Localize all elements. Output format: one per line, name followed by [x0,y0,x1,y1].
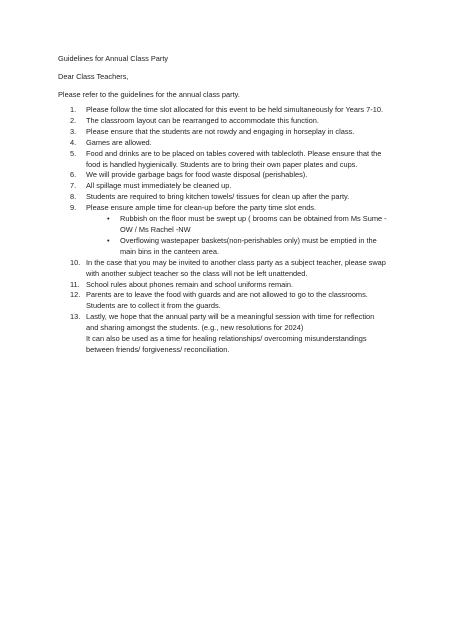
guideline-item [58,280,418,291]
greeting: Dear Class Teachers, [58,72,129,81]
item-number: 11. [70,279,80,289]
item-text-line: It can also be used as a time for healing relationships/ overcoming misunderstandings [86,334,367,344]
item-text-line: School rules about phones remain and school uniforms remain. [86,279,294,289]
item-text-line: Please ensure that the students are not rowdy and engaging in horseplay in class. [86,126,355,136]
bullet-icon: • [107,214,110,224]
guideline-item [58,138,418,149]
item-text-line: food is handled hygienically. Students are to bring their own paper plates and cups. [86,159,358,169]
item-number: 5. [70,148,77,158]
guideline-item [58,149,418,171]
bullet-icon: • [107,235,110,245]
item-text-line: Please follow the time slot allocated for this event to be held simultaneously for Years 7-10. [86,105,384,114]
document-title: Guidelines for Annual Class Party [58,54,169,63]
intro-paragraph: Please refer to the guidelines for the annual class party. [58,90,240,99]
item-text-line: Students are to collect it from the guards. [86,301,221,311]
sub-bullet-item [86,214,418,236]
item-text-line: Parents are to leave the food with guards and are not allowed to go to the classrooms. [86,290,368,300]
sub-item-text-line: Rubbish on the floor must be swept up ( brooms can be obtained from Ms Sume - [120,214,387,224]
item-text-line: Students are required to bring kitchen towels/ tissues for clean up after the party. [86,192,350,202]
guideline-item [58,127,418,138]
sub-bullet-item [86,236,418,258]
guideline-item [58,192,418,203]
sub-bullet-list [86,214,418,258]
item-text-line: All spillage must immediately be cleaned up. [86,181,232,191]
item-text-line: and sharing amongst the students. (e.g., new resolutions for 2024) [86,323,304,333]
guideline-item [58,312,418,356]
item-number: 8. [70,192,77,202]
item-text-line: Games are allowed. [86,137,152,147]
item-number: 7. [70,181,77,191]
guideline-item [58,181,418,192]
item-text-line: Food and drinks are to be placed on tables covered with tablecloth. Please ensure that the [86,148,382,158]
guideline-item [58,290,418,312]
guideline-item [58,105,418,116]
item-text-line: We will provide garbage bags for food waste disposal (perishables). [86,170,308,180]
sub-item-text-line: Overflowing wastepaper baskets(non-perishables only) must be emptied in the [120,235,377,245]
item-text-line: In the case that you may be invited to another class party as a subject teacher, please swap [86,257,386,267]
guideline-item [58,116,418,127]
item-text-line: Lastly, we hope that the annual party will be a meaningful session with time for reflection [86,312,375,322]
item-text-line: The classroom layout can be rearranged to accommodate this function. [86,115,319,125]
sub-item-text-line: main bins in the canteen area. [120,246,220,256]
item-number: 2. [70,115,77,125]
item-text-line: with another subject teacher so the class will not be left unattended. [86,268,308,278]
item-number: 10. [70,257,81,267]
guidelines-list [58,105,418,356]
item-number: 9. [70,203,77,213]
guideline-item [58,203,418,258]
item-number: 12. [70,290,81,300]
item-number: 6. [70,170,77,180]
item-number: 1. [70,105,77,114]
item-number: 13. [70,312,81,322]
guideline-item [58,170,418,181]
guideline-item [58,258,418,280]
item-text-line: Please ensure ample time for clean-up before the party time slot ends. [86,203,317,213]
item-text-line: between friends/ forgiveness/ reconciliation. [86,344,230,354]
item-number: 3. [70,126,77,136]
item-number: 4. [70,137,77,147]
sub-item-text-line: OW / Ms Rachel -NW [120,224,191,234]
